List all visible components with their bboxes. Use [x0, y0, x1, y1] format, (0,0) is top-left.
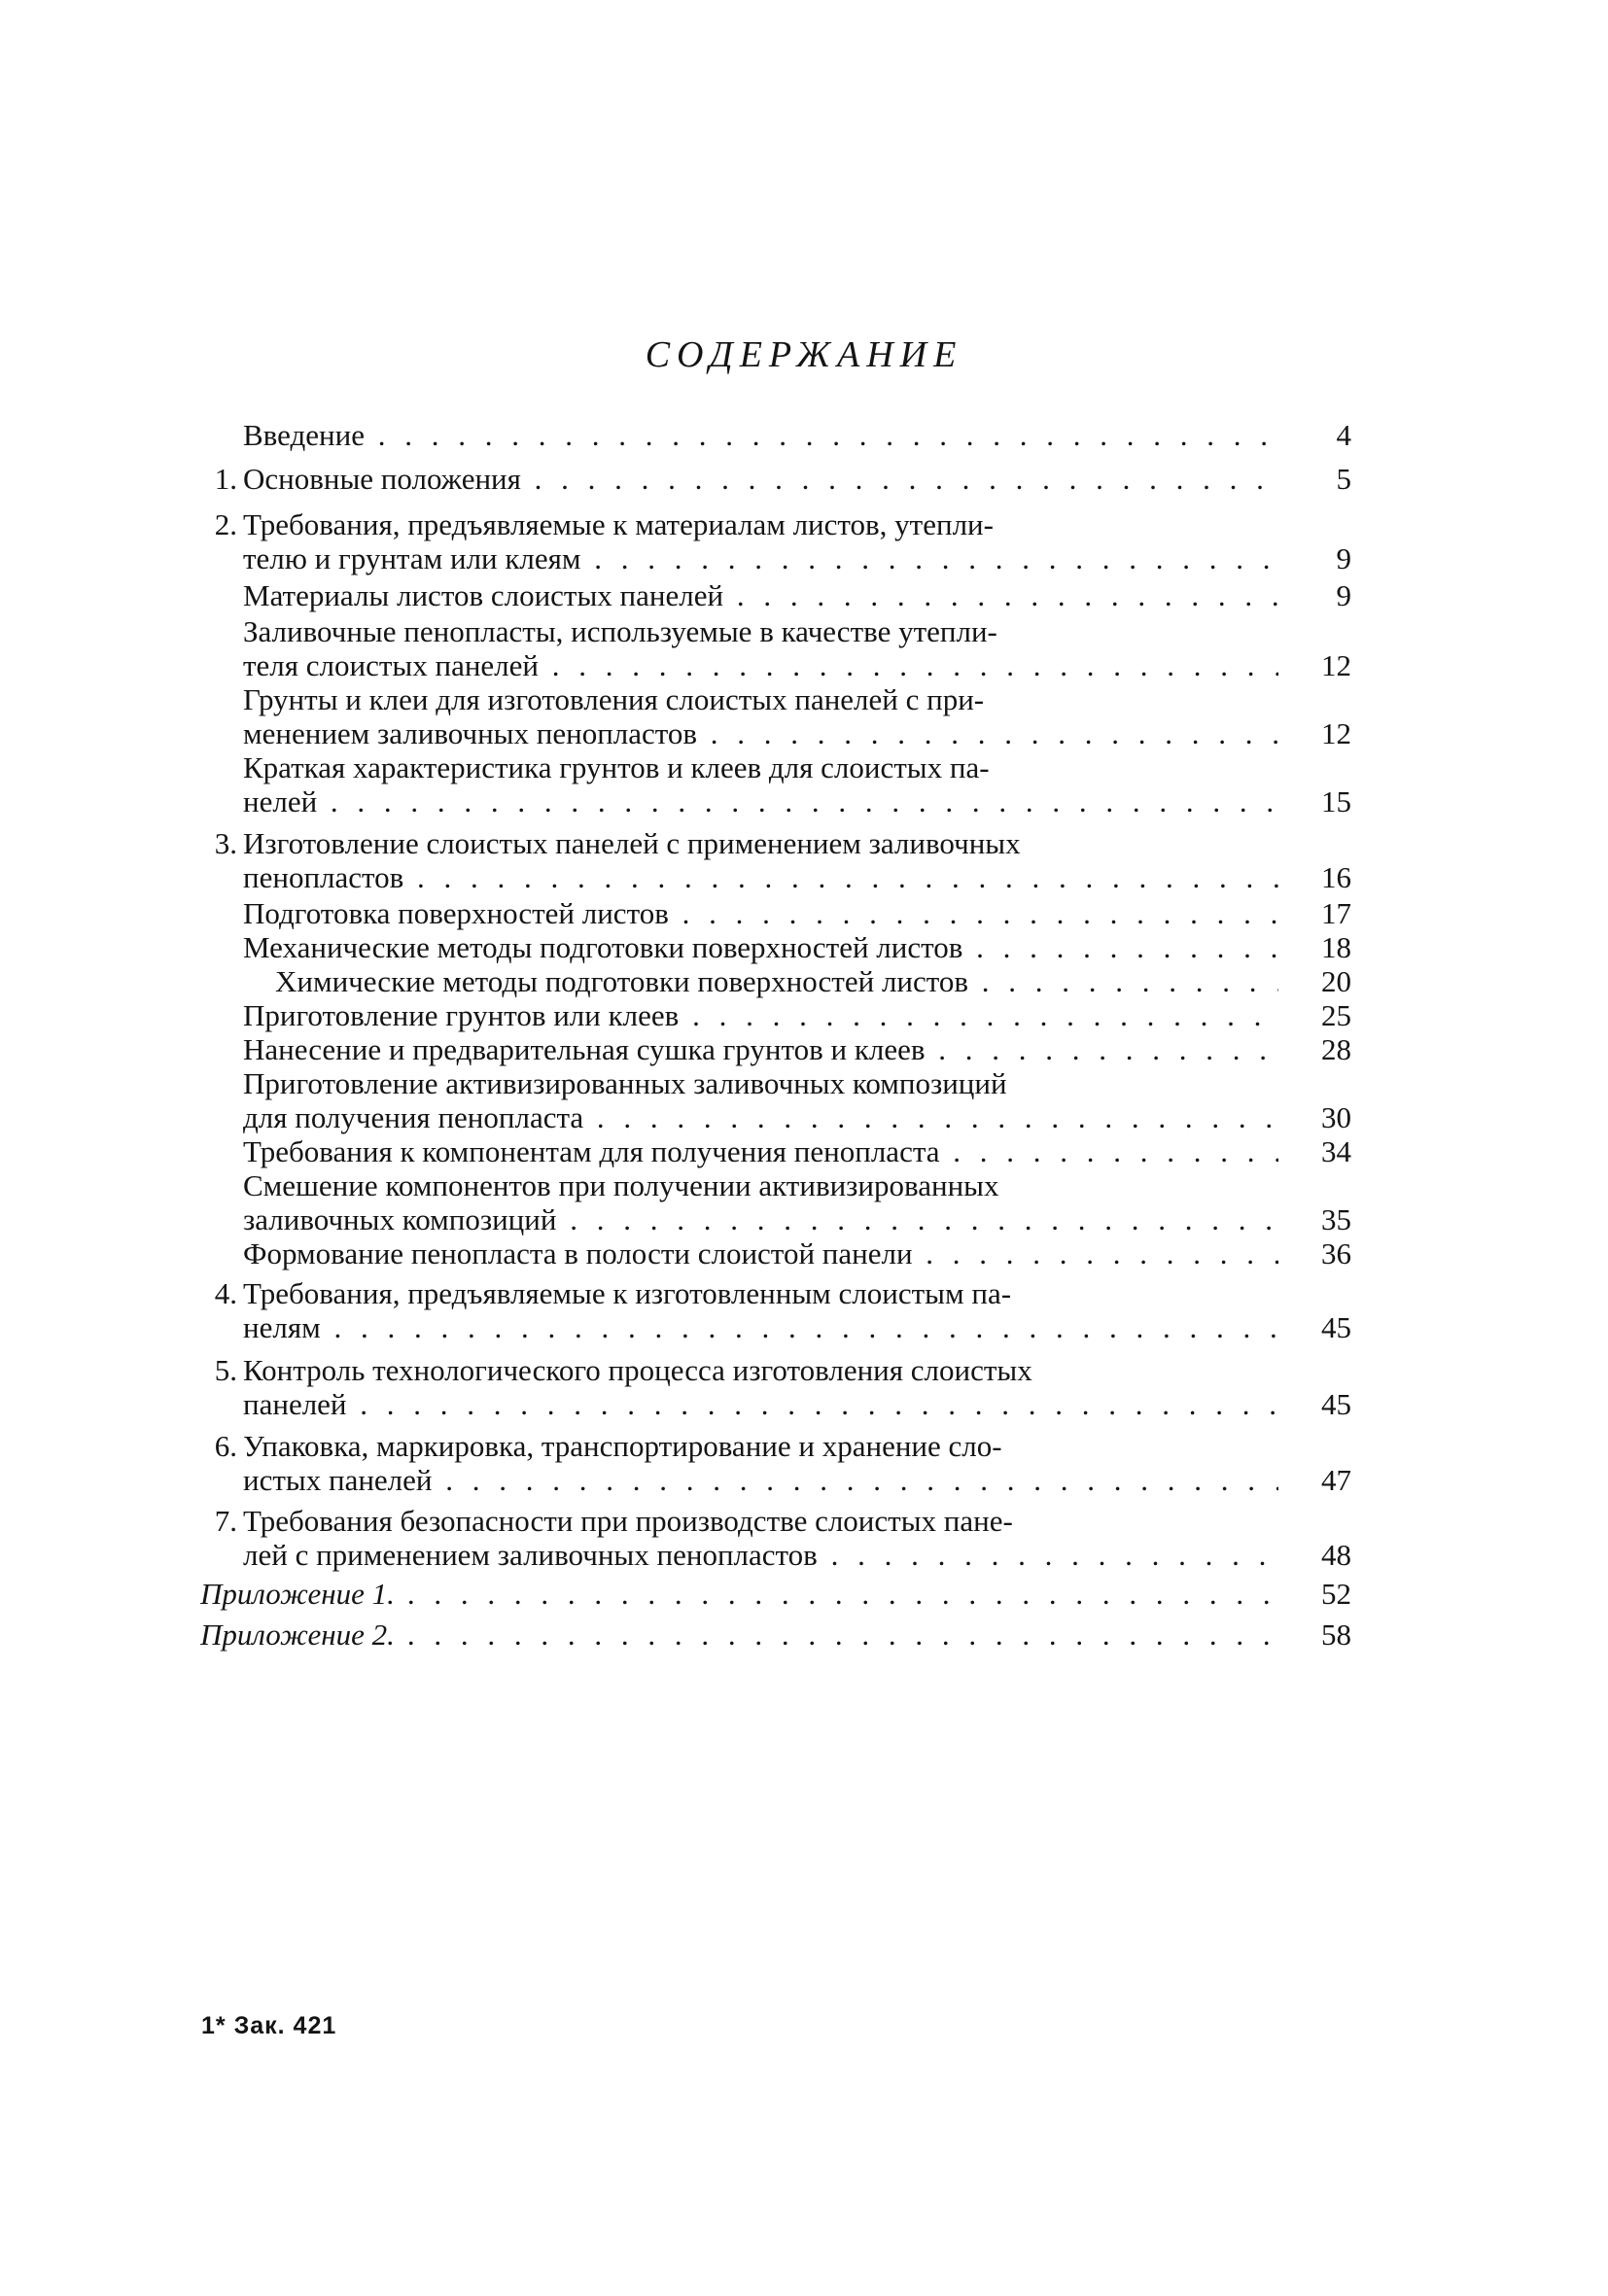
toc-entry-title-line: для получения пенопласта . . . [243, 1101, 1278, 1134]
toc-entry-page-number: 52 [1321, 1577, 1351, 1611]
toc-entry-title-line: Изготовление слоистых панелей с применением заливочных [243, 826, 1021, 860]
toc-entry-title-line: телю и грунтам или клеям . . . [243, 542, 1278, 575]
toc-entry-title-line: нелей . . . [243, 785, 1278, 818]
toc-entry-page-number: 12 [1321, 648, 1351, 682]
toc-entry-number: 2. [214, 507, 237, 541]
toc-entry-title-line: лей с применением заливочных пенопластов . . . [243, 1539, 1278, 1572]
toc-entry-title-line: менением заливочных пенопластов . . . [243, 717, 1278, 750]
toc-entry-page-number: 35 [1321, 1202, 1351, 1236]
toc-entry-title-line: Приготовление активизированных заливочных композиций [243, 1066, 1007, 1100]
toc-entry-page-number: 5 [1336, 462, 1351, 496]
toc-entry-title-line: пенопластов . . . [243, 861, 1278, 894]
toc-entry-page-number: 47 [1321, 1463, 1351, 1497]
table-of-contents [194, 419, 1361, 1683]
toc-entry-title-line: Основные положения . . . [243, 463, 1278, 496]
toc-entry-page-number: 45 [1321, 1387, 1351, 1421]
toc-entry-title-line: Химические методы подготовки поверхностей листов . . . [275, 965, 1278, 998]
toc-entry-title-line: Упаковка, маркировка, транспортирование и хранение сло- [243, 1429, 1002, 1463]
toc-entry-page-number: 12 [1321, 716, 1351, 750]
toc-entry-title-line: Механические методы подготовки поверхностей листов . . . [243, 931, 1278, 964]
toc-entry-title-line: истых панелей . . . [243, 1464, 1278, 1497]
toc-entry-page-number: 58 [1321, 1618, 1351, 1652]
toc-entry-title-line: Смешение компонентов при получении активизированных [243, 1168, 999, 1202]
toc-entry-title-line: Контроль технологического процесса изготовления слоистых [243, 1353, 1032, 1387]
toc-entry-number: 1. [214, 462, 237, 496]
toc-entry-title-line: Нанесение и предварительная сушка грунтов и клеев . . . [243, 1033, 1278, 1066]
toc-entry-page-number: 17 [1321, 896, 1351, 930]
toc-entry-title-line: Приложение 1. . . . [200, 1578, 1278, 1611]
toc-entry-number: 5. [214, 1353, 237, 1387]
toc-entry-page-number: 20 [1321, 964, 1351, 998]
toc-entry-page-number: 18 [1321, 930, 1351, 964]
toc-entry-title-line: Приложение 2. . . . [200, 1618, 1278, 1652]
toc-entry-title-line: нелям . . . [243, 1311, 1278, 1344]
toc-entry-title-line: Требования, предъявляемые к материалам листов, утепли- [243, 507, 994, 541]
toc-entry-page-number: 4 [1336, 418, 1351, 452]
toc-entry-title-line: заливочных композиций . . . [243, 1203, 1278, 1236]
toc-entry-page-number: 9 [1336, 541, 1351, 575]
toc-entry-title-line: Подготовка поверхностей листов . . . [243, 897, 1278, 930]
toc-entry-title-line: Введение . . . [243, 419, 1278, 452]
toc-entry-number: 6. [214, 1429, 237, 1463]
toc-entry-title-line: панелей . . . [243, 1388, 1278, 1421]
toc-entry-title-line: Формование пенопласта в полости слоистой панели . . . [243, 1237, 1278, 1270]
toc-entry-title-line: Требования, предъявляемые к изготовленным слоистым па- [243, 1276, 1012, 1310]
toc-entry-title-line: Требования к компонентам для получения пенопласта . . . [243, 1135, 1278, 1168]
toc-entry-page-number: 45 [1321, 1310, 1351, 1344]
toc-entry-title-line: Грунты и клеи для изготовления слоистых панелей с при- [243, 682, 985, 716]
toc-entry-title-line: Материалы листов слоистых панелей . . . [243, 579, 1278, 612]
toc-entry-page-number: 9 [1336, 578, 1351, 612]
toc-entry-number: 7. [214, 1504, 237, 1538]
toc-entry-page-number: 36 [1321, 1236, 1351, 1270]
print-order-note: 1* Зак. 421 [201, 2012, 337, 2039]
toc-entry-page-number: 34 [1321, 1134, 1351, 1168]
toc-entry-title-line: Приготовление грунтов или клеев . . . [243, 999, 1278, 1032]
toc-entry-page-number: 16 [1321, 860, 1351, 894]
toc-entry-title-line: Краткая характеристика грунтов и клеев для слоистых па- [243, 750, 990, 784]
toc-entry-number: 4. [214, 1276, 237, 1310]
toc-entry-page-number: 25 [1321, 998, 1351, 1032]
page-title: СОДЕРЖАНИЕ [645, 334, 963, 375]
toc-entry-number: 3. [214, 826, 237, 860]
toc-entry-page-number: 28 [1321, 1032, 1351, 1066]
toc-entry-title-line: Заливочные пенопласты, используемые в качестве утепли- [243, 614, 997, 648]
toc-entry-page-number: 48 [1321, 1538, 1351, 1572]
toc-entry-title-line: Требования безопасности при производстве слоистых пане- [243, 1504, 1013, 1538]
toc-entry-page-number: 30 [1321, 1100, 1351, 1134]
toc-entry-page-number: 15 [1321, 784, 1351, 818]
toc-entry-title-line: теля слоистых панелей . . . [243, 649, 1278, 682]
